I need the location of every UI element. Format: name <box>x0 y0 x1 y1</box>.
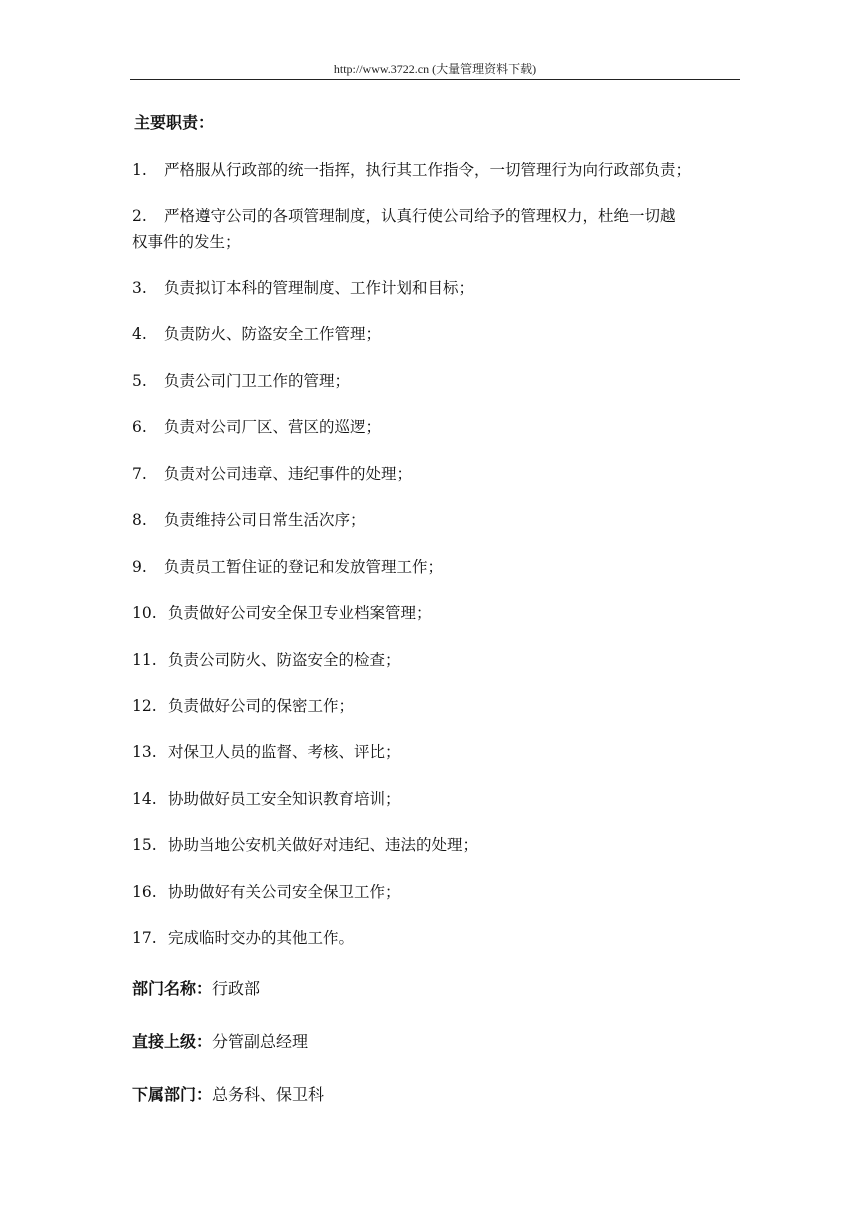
list-item: 8. 负责维持公司日常生活次序； <box>132 511 366 529</box>
direct-superior-field: 直接上级：分管副总经理 <box>132 1032 309 1051</box>
list-item: 9. 负责员工暂住证的登记和发放管理工作； <box>132 558 444 576</box>
list-item: 4. 负责防火、防盗安全工作管理； <box>132 325 382 343</box>
department-name-field: 部门名称：行政部 <box>132 979 261 998</box>
list-item: 16. 协助做好有关公司安全保卫工作； <box>132 883 401 901</box>
list-item: 14. 协助做好员工安全知识教育培训； <box>132 790 401 808</box>
list-item: 12. 负责做好公司的保密工作； <box>132 697 355 715</box>
list-item: 13. 对保卫人员的监督、考核、评比； <box>132 743 401 761</box>
list-item: 17. 完成临时交办的其他工作。 <box>132 929 355 947</box>
list-item: 7. 负责对公司违章、违纪事件的处理； <box>132 465 413 483</box>
list-item: 10. 负责做好公司安全保卫专业档案管理； <box>132 604 432 622</box>
list-item: 5. 负责公司门卫工作的管理； <box>132 372 351 390</box>
section-heading: 主要职责： <box>134 113 215 132</box>
header-divider <box>130 79 740 80</box>
page-header: http://www.3722.cn (大量管理资料下载) <box>333 62 537 76</box>
list-item: 3. 负责拟订本科的管理制度、工作计划和目标； <box>132 279 475 297</box>
list-item: 2. 严格遵守公司的各项管理制度，认真行使公司给予的管理权力，杜绝一切越 权事件的发生； <box>132 207 676 251</box>
list-item: 11. 负责公司防火、防盗安全的检查； <box>132 651 401 669</box>
list-item: 6. 负责对公司厂区、营区的巡逻； <box>132 418 382 436</box>
list-item: 1. 严格服从行政部的统一指挥，执行其工作指令，一切管理行为向行政部负责； <box>132 161 692 179</box>
subordinate-departments-field: 下属部门：总务科、保卫科 <box>132 1085 325 1104</box>
list-item: 15. 协助当地公安机关做好对违纪、违法的处理； <box>132 836 479 854</box>
